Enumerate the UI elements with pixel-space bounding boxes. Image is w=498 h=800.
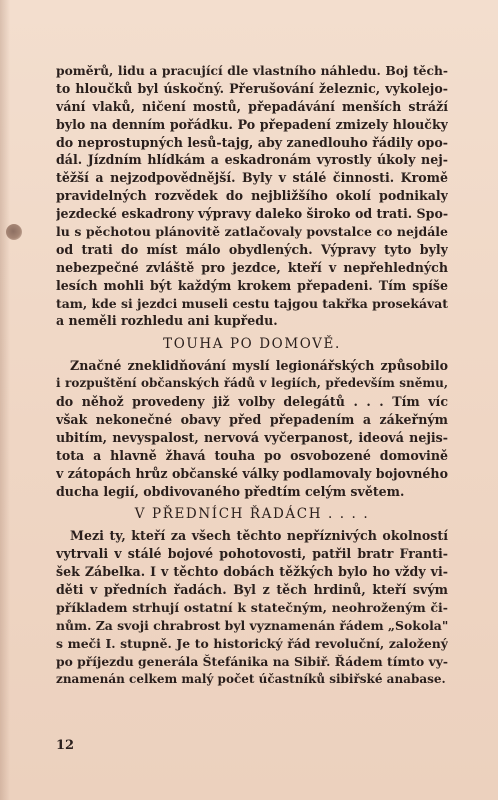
text-line: ubitím, nevyspalost, nervová vyčerpanost, ideová nejis- bbox=[56, 429, 448, 445]
text-line: nebezpečné zvláště pro jezdce, kteří v nepřehledných bbox=[56, 259, 448, 275]
section-heading-prednich-radach: V PŘEDNÍCH ŘADÁCH . . . . bbox=[134, 506, 370, 523]
page-number: 12 bbox=[56, 738, 75, 753]
text-line: vytrvali v stálé bojové pohotovosti, patřil bratr Franti- bbox=[56, 546, 448, 562]
text-line: vání vlaků, ničení mostů, přepadávání menších stráží bbox=[56, 98, 448, 114]
text-line: i rozpuštění občanských řádů v legiích, především sněmu, bbox=[56, 376, 448, 391]
text-line: příkladem strhují ostatní k statečným, neohroženým či- bbox=[56, 600, 448, 616]
text-line: a neměli rozhledu ani kupředu. bbox=[56, 313, 278, 329]
section-heading-touha: TOUHA PO DOMOVĚ. bbox=[163, 336, 341, 353]
text-line: v zátopách hrůz občanské války podlamovaly bojovného bbox=[56, 465, 448, 481]
text-line: po příjezdu generála Štefánika na Sibiř. Řádem tímto vy- bbox=[56, 653, 448, 669]
text-line: tam, kde si jezdci museli cestu tajgou takřka prosekávat bbox=[56, 295, 448, 311]
text-line: jezdecké eskadrony výpravy daleko široko od trati. Spo- bbox=[56, 206, 448, 222]
text-line: Značné zneklidňování myslí legionářských způsobilo bbox=[70, 358, 448, 374]
binding-hole bbox=[6, 224, 22, 240]
text-line: bylo na denním pořádku. Po přepadení zmizely hloučky bbox=[56, 116, 448, 132]
text-line: těžší a nejzodpovědnější. Byly v stálé činnosti. Kromě bbox=[56, 170, 448, 186]
text-line: ducha legií, obdivovaného předtím celým světem. bbox=[56, 483, 405, 499]
text-line: lesích mohli být každým krokem přepadeni. Tím spíše bbox=[56, 277, 448, 293]
paragraph-1 bbox=[56, 62, 448, 330]
paragraph-2 bbox=[56, 357, 448, 500]
text-line: s meči I. stupně. Je to historický řád revoluční, založený bbox=[56, 635, 448, 651]
text-line: pravidelných rozvědek do nejbližšího okolí podnikaly bbox=[56, 188, 448, 204]
text-line: od trati do míst málo obydlených. Výpravy tyto byly bbox=[56, 241, 448, 257]
text-line: Mezi ty, kteří za všech těchto nepříznivých okolností bbox=[70, 528, 448, 544]
text-line: šek Zábelka. I v těchto dobách těžkých bylo ho vždy vi- bbox=[56, 564, 448, 580]
text-line: však nekonečné obavy před přepadením a zákeřným bbox=[56, 412, 448, 428]
text-line: nům. Za svoji chrabrost byl vyznamenán řádem „Sokola" bbox=[56, 617, 448, 633]
text-line: do něhož provedeny již volby delegátů . . . Tím víc bbox=[56, 394, 448, 410]
text-line: lu s pěchotou plánovitě zatlačovaly povstalce co nejdále bbox=[56, 224, 448, 240]
text-line: do neprostupných lesů-tajg, aby zanedlouho řádily opo- bbox=[56, 134, 448, 150]
text-line: poměrů, lidu a pracující dle vlastního náhledu. Boj těch- bbox=[56, 63, 448, 78]
paragraph-3 bbox=[56, 527, 448, 688]
body-text bbox=[56, 62, 448, 689]
text-line: děti v předních řadách. Byl z těch hrdinů, kteří svým bbox=[56, 582, 448, 598]
text-line: dál. Jízdním hlídkám a eskadronám vyrostly úkoly nej- bbox=[56, 152, 448, 168]
text-line: to hloučků byl úskočný. Přerušování železnic, vykolejo- bbox=[56, 80, 448, 96]
text-line: znamenán celkem malý počet účastníků sibiřské anabase. bbox=[56, 671, 446, 686]
text-line: tota a hlavně žhavá touha po osvobozené domovině bbox=[56, 447, 448, 463]
